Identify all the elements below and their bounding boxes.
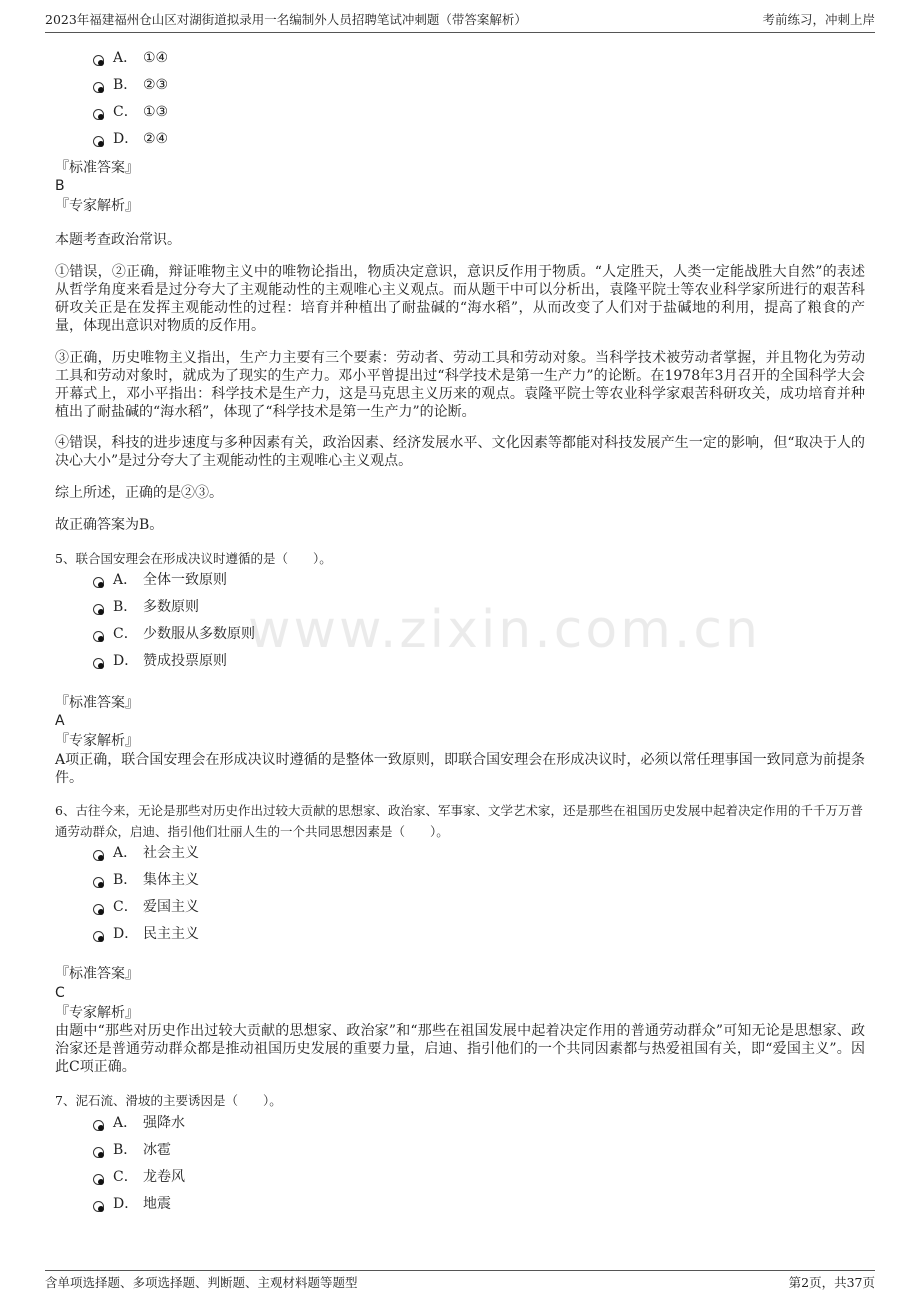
radio-icon[interactable] [93, 577, 104, 588]
q5-answer: A [55, 713, 65, 729]
document-title: 2023年福建福州仓山区对湖街道拟录用一名编制外人员招聘笔试冲刺题（带答案解析） [45, 12, 527, 27]
radio-icon[interactable] [93, 877, 104, 888]
q7-option-c[interactable]: C． 龙卷风 [93, 1166, 185, 1188]
q7-option-d[interactable]: D． 地震 [93, 1193, 171, 1215]
q6-option-d[interactable]: D． 民主主义 [93, 923, 199, 945]
q4-option-a[interactable]: A． ①④ [93, 47, 168, 69]
q6-analysis: 由题中“那些对历史作出过较大贡献的思想家、政治家”和“那些在祖国发展中起着决定作用的普通劳动群众”可知无论是思想家、政治家还是普通劳动群众都是推动祖国历史发展的重要力量，启迪、指引他们的一个共同因素都与热爱祖国有关，即“爱国主义”。因此C项正确。 [55, 1023, 865, 1075]
q6-option-a[interactable]: A． 社会主义 [93, 842, 199, 864]
radio-icon[interactable] [93, 850, 104, 861]
q4-analysis-label: 『专家解析』 [55, 198, 139, 214]
radio-icon[interactable] [93, 658, 104, 669]
q4-option-b[interactable]: B． ②③ [93, 74, 168, 96]
q4-analysis-summary: 综上所述，正确的是②③。 [55, 485, 223, 501]
q4-answer: B [55, 178, 65, 194]
q4-analysis-intro: 本题考查政治常识。 [55, 232, 181, 248]
q4-analysis-p1: ①错误，②正确，辩证唯物主义中的唯物论指出，物质决定意识，意识反作用于物质。“人定胜天，人类一定能战胜大自然”的表述从哲学角度来看是过分夸大了主观能动性的主观唯心主义观点。而从题干中可以分析出，袁隆平院士等农业科学家所进行的艰苦科研攻关正是在发挥主观能动性的过程：培育并种植出了耐盐碱的“海水稻”，从而改变了人们对于盐碱地的利用，提高了粮食的产量，体现出意识对物质的反作用。 [55, 264, 865, 334]
question-types-note: 含单项选择题、多项选择题、判断题、主观材料题等题型 [45, 1275, 358, 1290]
q5-analysis: A项正确，联合国安理会在形成决议时遵循的是整体一致原则，即联合国安理会在形成决议时，必须以常任理事国一致同意为前提条件。 [55, 752, 865, 786]
q7-stem: 7、泥石流、滑坡的主要诱因是（ ）。 [55, 1093, 282, 1108]
q5-stem: 5、联合国安理会在形成决议时遵循的是（ ）。 [55, 551, 332, 566]
q4-analysis-p2: ③正确，历史唯物主义指出，生产力主要有三个要素：劳动者、劳动工具和劳动对象。当科学技术被劳动者掌握，并且物化为劳动工具和劳动对象时，就成为了现实的生产力。邓小平曾提出过“科学技术是第一生产力”的论断。在1978年3月召开的全国科学大会开幕式上，邓小平指出：科学技术是生产力，这是马克思主义历来的观点。袁隆平院士等农业科学家艰苦科研攻关，成功培育并种植出了耐盐碱的“海水稻”，体现了“科学技术是第一生产力”的论断。 [55, 350, 865, 420]
radio-icon[interactable] [93, 55, 104, 66]
radio-icon[interactable] [93, 904, 104, 915]
q4-answer-label: 『标准答案』 [55, 160, 139, 176]
radio-icon[interactable] [93, 109, 104, 120]
radio-icon[interactable] [93, 1147, 104, 1158]
q6-option-c[interactable]: C． 爱国主义 [93, 896, 199, 918]
q5-option-a[interactable]: A． 全体一致原则 [93, 569, 227, 591]
page-number: 第2页，共37页 [788, 1275, 875, 1290]
q5-analysis-label: 『专家解析』 [55, 733, 139, 749]
q6-analysis-label: 『专家解析』 [55, 1005, 139, 1021]
header-tagline: 考前练习，冲刺上岸 [762, 12, 875, 27]
q5-option-d[interactable]: D． 赞成投票原则 [93, 650, 227, 672]
q6-answer: C [55, 985, 65, 1001]
radio-icon[interactable] [93, 1201, 104, 1212]
radio-icon[interactable] [93, 1174, 104, 1185]
q4-option-c[interactable]: C． ①③ [93, 101, 168, 123]
q5-option-c[interactable]: C． 少数服从多数原则 [93, 623, 255, 645]
q4-option-d[interactable]: D． ②④ [93, 128, 168, 150]
radio-icon[interactable] [93, 931, 104, 942]
q6-answer-label: 『标准答案』 [55, 966, 139, 982]
q6-stem: 6、古往今来，无论是那些对历史作出过较大贡献的思想家、政治家、军事家、文学艺术家，还是那些在祖国历史发展中起着决定作用的千千万万普通劳动群众，启迪、指引他们壮丽人生的一个共同思想因素是（ ）。 [55, 803, 863, 839]
radio-icon[interactable] [93, 136, 104, 147]
watermark: www.zixin.com.cn [248, 600, 761, 660]
page-header [45, 10, 875, 33]
q6-option-b[interactable]: B． 集体主义 [93, 869, 199, 891]
radio-icon[interactable] [93, 604, 104, 615]
page-footer [45, 1270, 875, 1293]
radio-icon[interactable] [93, 82, 104, 93]
radio-icon[interactable] [93, 631, 104, 642]
q4-analysis-conclusion: 故正确答案为B。 [55, 517, 164, 533]
q7-option-a[interactable]: A． 强降水 [93, 1112, 185, 1134]
radio-icon[interactable] [93, 1120, 104, 1131]
q5-answer-label: 『标准答案』 [55, 695, 139, 711]
q5-option-b[interactable]: B． 多数原则 [93, 596, 199, 618]
q4-analysis-p3: ④错误，科技的进步速度与多种因素有关，政治因素、经济发展水平、文化因素等都能对科技发展产生一定的影响，但“取决于人的决心大小”是过分夸大了主观能动性的主观唯心主义观点。 [55, 435, 865, 469]
q7-option-b[interactable]: B． 冰雹 [93, 1139, 171, 1161]
